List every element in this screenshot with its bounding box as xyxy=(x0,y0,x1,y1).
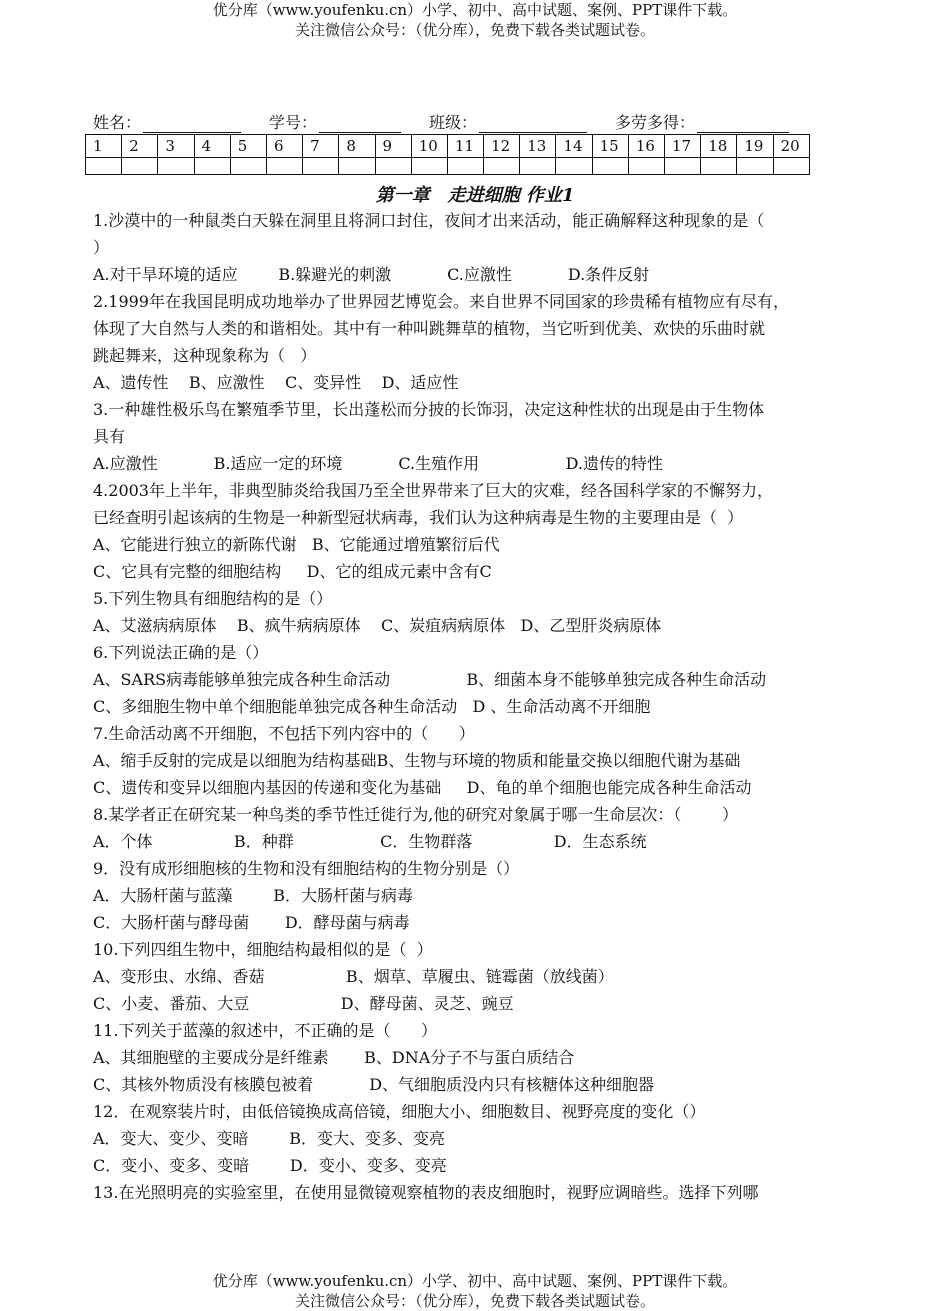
name-field[interactable] xyxy=(93,110,241,133)
text-line: A、它能进行独立的新陈代谢 B、它能通过增殖繁衍后代 xyxy=(93,535,500,554)
answer-number-row xyxy=(86,135,810,158)
answer-number: 16 xyxy=(628,135,664,158)
answer-number: 9 xyxy=(375,135,411,158)
text-line: 11.下列关于蓝藻的叙述中，不正确的是（ ） xyxy=(93,1021,437,1040)
page-footer xyxy=(0,1271,950,1311)
text-line: C．变小、变多、变暗 D．变小、变多、变亮 xyxy=(93,1156,447,1175)
score-field[interactable] xyxy=(615,110,789,133)
answer-cell[interactable] xyxy=(592,158,628,175)
answer-cell[interactable] xyxy=(158,158,194,175)
student-info-row xyxy=(93,110,853,133)
answer-cell[interactable] xyxy=(484,158,520,175)
answer-cell[interactable] xyxy=(665,158,701,175)
answer-cell[interactable] xyxy=(375,158,411,175)
answer-number: 3 xyxy=(158,135,194,158)
class-field[interactable] xyxy=(429,110,587,133)
answer-cell[interactable] xyxy=(339,158,375,175)
answer-number: 13 xyxy=(520,135,556,158)
text-line: C、遗传和变异以细胞内基因的传递和变化为基础 D、龟的单个细胞也能完成各种生命活动 xyxy=(93,778,752,797)
answer-cell[interactable] xyxy=(737,158,773,175)
answer-cell[interactable] xyxy=(303,158,339,175)
answer-number: 1 xyxy=(86,135,122,158)
text-line: 已经查明引起该病的生物是一种新型冠状病毒，我们认为这种病毒是生物的主要理由是（ ） xyxy=(93,508,744,527)
answer-cell[interactable] xyxy=(266,158,302,175)
student-id-label: 学号： xyxy=(269,113,318,132)
text-line: A．个体 B．种群 C．生物群落 D．生态系统 xyxy=(93,832,647,851)
text-line: C、它具有完整的细胞结构 D、它的组成元素中含有C xyxy=(93,562,492,581)
header-line-1: 优分库（www.youfenku.cn）小学、初中、高中试题、案例、PPT课件下载。 xyxy=(212,1,738,19)
answer-cell[interactable] xyxy=(86,158,122,175)
text-line: 8.某学者正在研究某一种鸟类的季节性迁徙行为,他的研究对象属于哪一生命层次：（ ） xyxy=(93,805,739,824)
text-line: 13.在光照明亮的实验室里，在使用显微镜观察植物的表皮细胞时，视野应调暗些。选择下列哪 xyxy=(93,1183,759,1202)
text-line: A.对干旱环境的适应 B.躲避光的刺激 C.应激性 D.条件反射 xyxy=(93,265,650,284)
text-line: A、变形虫、水绵、香菇 B、烟草、草履虫、链霉菌（放线菌） xyxy=(93,967,614,986)
text-line: 6.下列说法正确的是（） xyxy=(93,643,269,662)
text-line: 2.1999年在我国昆明成功地举办了世界园艺博览会。来自世界不同国家的珍贵稀有植物应有尽有， xyxy=(93,292,789,311)
answer-number: 8 xyxy=(339,135,375,158)
text-line: A、其细胞壁的主要成分是纤维素 B、DNA分子不与蛋白质结合 xyxy=(93,1048,575,1067)
answer-number: 11 xyxy=(447,135,483,158)
answer-number: 20 xyxy=(773,135,809,158)
name-label: 姓名： xyxy=(93,113,142,132)
answer-number: 7 xyxy=(303,135,339,158)
text-line: C、小麦、番茄、大豆 D、酵母菌、灵芝、豌豆 xyxy=(93,994,514,1013)
question-body xyxy=(93,207,863,1206)
answer-number: 2 xyxy=(122,135,158,158)
answer-number: 18 xyxy=(701,135,737,158)
text-line: 4.2003年上半年，非典型肺炎给我国乃至全世界带来了巨大的灾难，经各国科学家的不懈努力， xyxy=(93,481,773,500)
answer-grid xyxy=(85,134,810,175)
text-line: 12．在观察装片时，由低倍镜换成高倍镜，细胞大小、细胞数目、视野亮度的变化（） xyxy=(93,1102,706,1121)
answer-cell[interactable] xyxy=(194,158,230,175)
text-line: C、多细胞生物中单个细胞能单独完成各种生命活动 D 、生命活动离不开细胞 xyxy=(93,697,651,716)
answer-cell[interactable] xyxy=(411,158,447,175)
worksheet-title: 第一章 走进细胞 作业1 xyxy=(375,185,575,206)
answer-number: 5 xyxy=(230,135,266,158)
text-line: A、SARS病毒能够单独完成各种生命活动 B、细菌本身不能够单独完成各种生命活动 xyxy=(93,670,767,689)
header-line-2: 关注微信公众号：（优分库），免费下载各类试题试卷。 xyxy=(294,21,655,39)
class-label: 班级： xyxy=(429,113,478,132)
text-line: ） xyxy=(93,238,110,257)
text-line: 体现了大自然与人类的和谐相处。其中有一种叫跳舞草的植物，当它听到优美、欢快的乐曲时就 xyxy=(93,319,766,338)
text-line: A、艾滋病病原体 B、疯牛病病原体 C、炭疽病病原体 D、乙型肝炎病原体 xyxy=(93,616,662,635)
student-id-field[interactable] xyxy=(269,110,401,133)
footer-line-1: 优分库（www.youfenku.cn）小学、初中、高中试题、案例、PPT课件下载。 xyxy=(212,1272,738,1290)
text-line: 跳起舞来，这种现象称为（ ） xyxy=(93,346,317,365)
text-line: A、缩手反射的完成是以细胞为结构基础B、生物与环境的物质和能量交换以细胞代谢为基础 xyxy=(93,751,741,770)
text-line: A．大肠杆菌与蓝藻 B．大肠杆菌与病毒 xyxy=(93,886,414,905)
answer-number: 14 xyxy=(556,135,592,158)
answer-cell[interactable] xyxy=(773,158,809,175)
answer-cell[interactable] xyxy=(230,158,266,175)
answer-number: 19 xyxy=(737,135,773,158)
answer-number: 12 xyxy=(484,135,520,158)
text-line: C、其核外物质没有核膜包被着 D、气细胞质没内只有核糖体这种细胞器 xyxy=(93,1075,655,1094)
text-line: A.应激性 B.适应一定的环境 C.生殖作用 D.遗传的特性 xyxy=(93,454,663,473)
score-label: 多劳多得： xyxy=(615,113,696,132)
text-line: C．大肠杆菌与酵母菌 D．酵母菌与病毒 xyxy=(93,913,410,932)
text-line: A．变大、变少、变暗 B．变大、变多、变亮 xyxy=(93,1129,446,1148)
text-line: 3.一种雄性极乐鸟在繁殖季节里，长出蓬松而分披的长饰羽，决定这种性状的出现是由于生物体 xyxy=(93,400,765,419)
answer-blank-row xyxy=(86,158,810,175)
footer-line-2: 关注微信公众号：（优分库），免费下载各类试题试卷。 xyxy=(294,1292,655,1310)
text-line: A、遗传性 B、应激性 C、变异性 D、适应性 xyxy=(93,373,459,392)
answer-cell[interactable] xyxy=(520,158,556,175)
text-line: 具有 xyxy=(93,427,126,446)
answer-cell[interactable] xyxy=(122,158,158,175)
page-header xyxy=(0,0,950,40)
answer-cell[interactable] xyxy=(628,158,664,175)
answer-number: 10 xyxy=(411,135,447,158)
answer-number: 4 xyxy=(194,135,230,158)
answer-cell[interactable] xyxy=(556,158,592,175)
answer-cell[interactable] xyxy=(447,158,483,175)
answer-number: 6 xyxy=(266,135,302,158)
text-line: 10.下列四组生物中，细胞结构最相似的是（ ） xyxy=(93,940,433,959)
answer-number: 15 xyxy=(592,135,628,158)
text-line: 7.生命活动离不开细胞，不包括下列内容中的（ ） xyxy=(93,724,475,743)
text-line: 5.下列生物具有细胞结构的是（） xyxy=(93,589,333,608)
answer-number: 17 xyxy=(665,135,701,158)
text-line: 1.沙漠中的一种鼠类白天躲在洞里且将洞口封住，夜间才出来活动，能正确解释这种现象的是（ xyxy=(93,211,765,230)
answer-cell[interactable] xyxy=(701,158,737,175)
text-line: 9．没有成形细胞核的生物和没有细胞结构的生物分别是（） xyxy=(93,859,520,878)
